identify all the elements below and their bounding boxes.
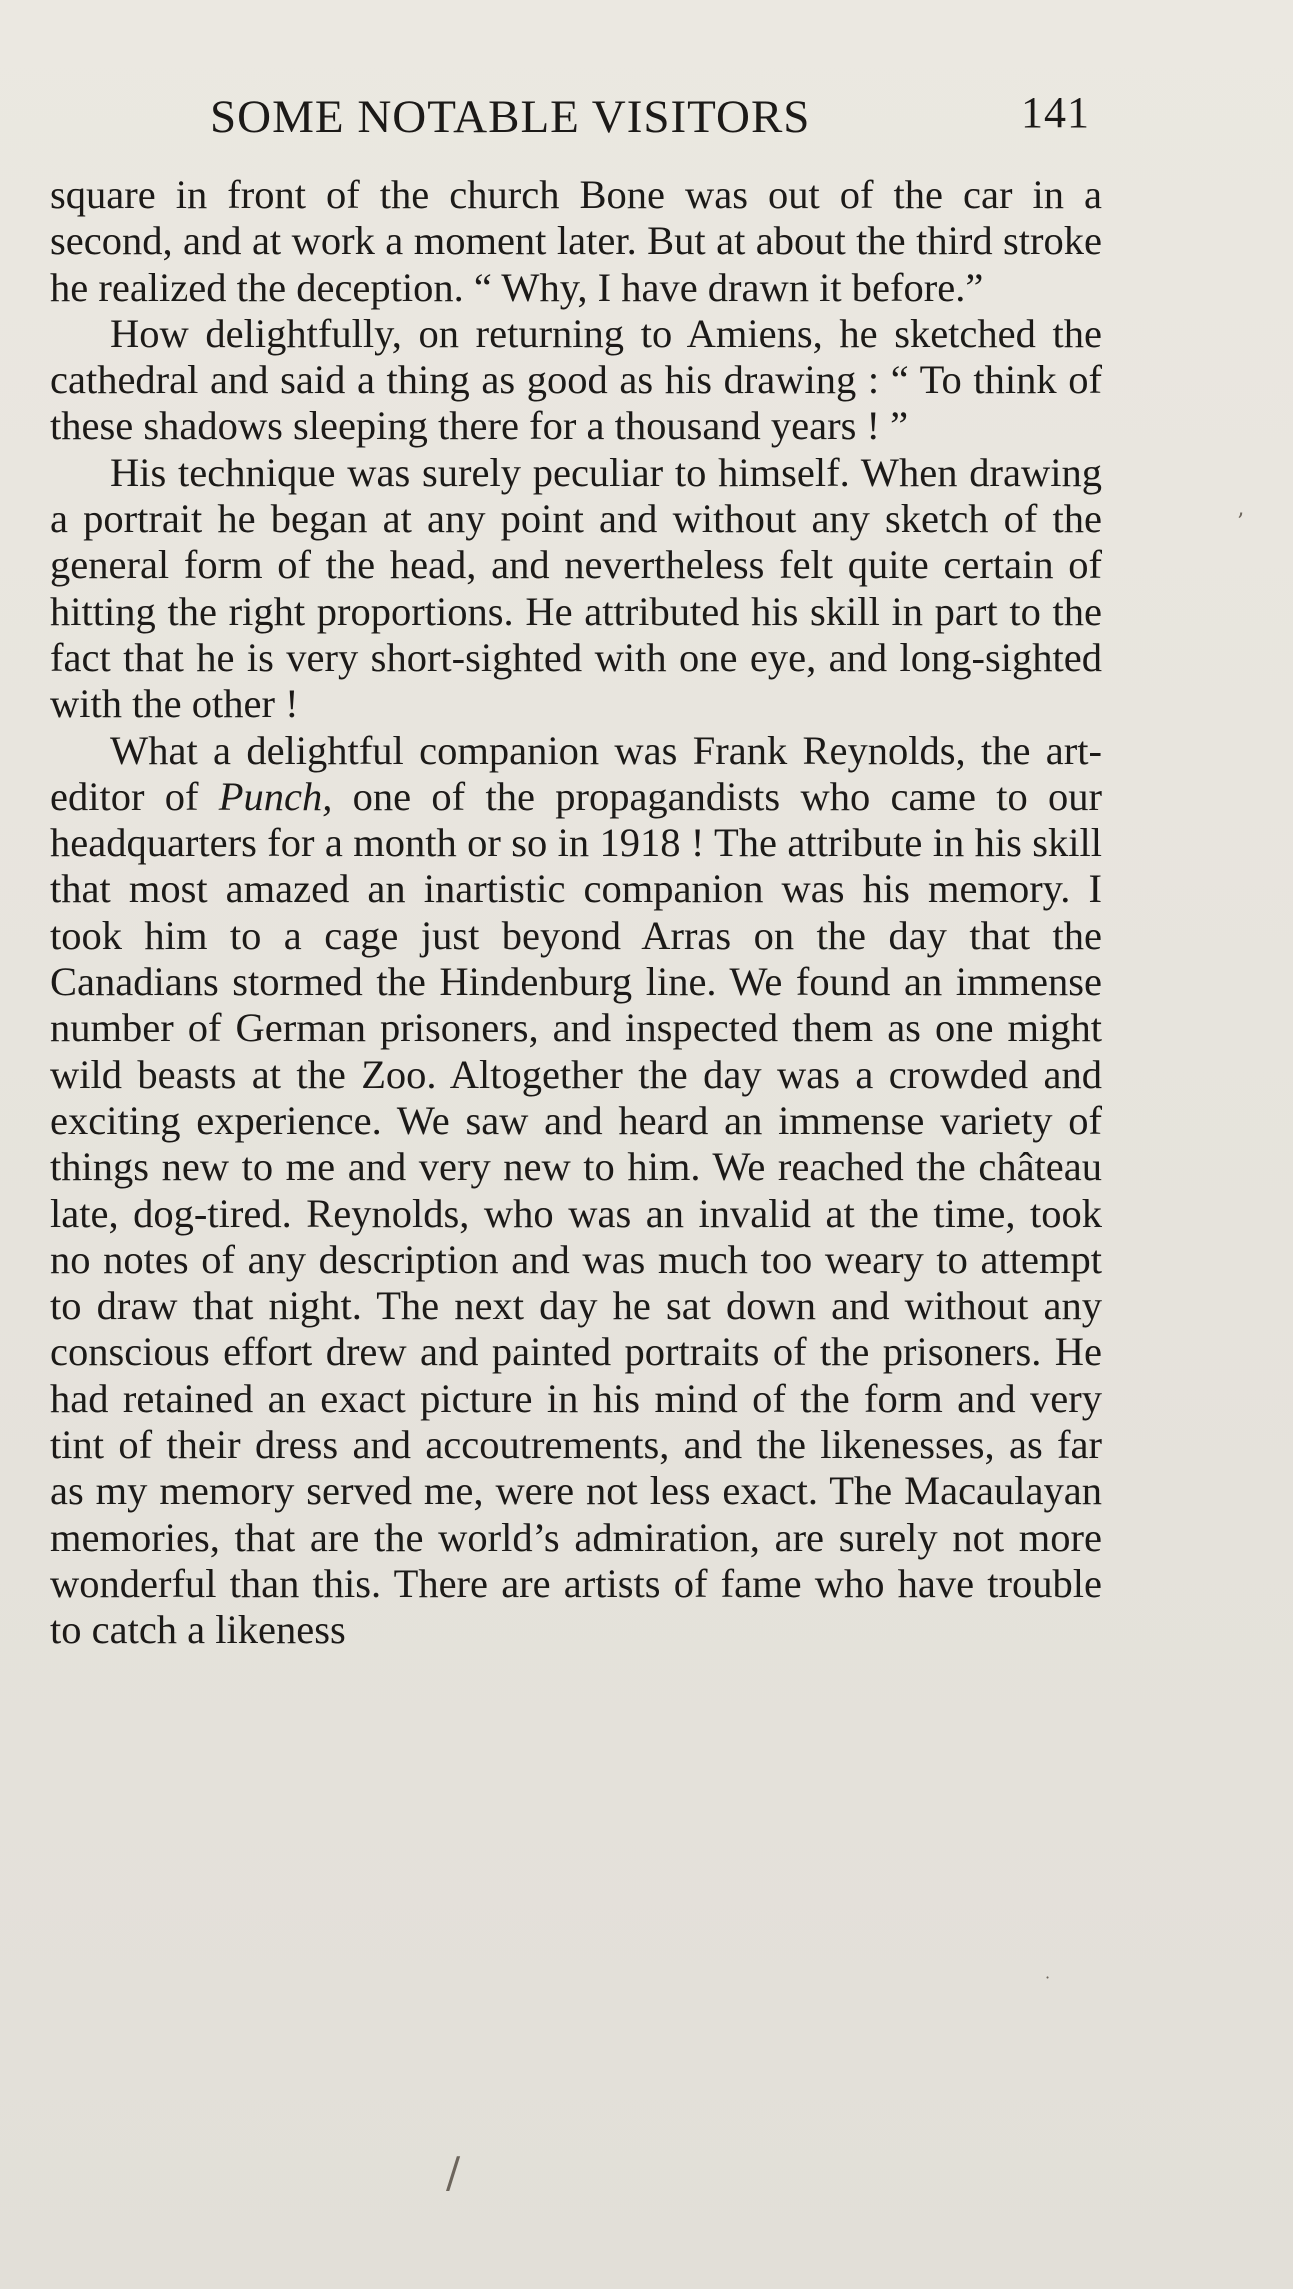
stray-mark-icon: ’ xyxy=(1237,510,1244,535)
paragraph-reynolds xyxy=(50,728,1102,1654)
running-head xyxy=(210,82,1090,152)
running-title: SOME NOTABLE VISITORS xyxy=(210,91,811,143)
stray-dot-icon: · xyxy=(1045,1968,1051,1987)
pencil-mark: / xyxy=(446,2148,461,2197)
paragraph-technique: His technique was surely peculiar to himself. When drawing a portrait he began at any point and without any sketch of the general form of the head, and nevertheless felt quite certain of hitting the right proportions. He attributed his skill in part to the fact that he is very short-sighted with one eye, and long-sighted with the other ! xyxy=(50,449,1102,727)
punch-title: Punch, xyxy=(218,773,333,819)
paragraph-amiens: How delightfully, on returning to Amiens, he sketched the cathedral and said a thing as good as his drawing : “ To think of these shadows sleeping there for a thousand years ! ” xyxy=(50,310,1102,449)
paragraph-continuation: square in front of the church Bone was out of the car in a second, and at work a moment later. But at about the third stroke he realized the deception. “ Why, I have drawn it before.” xyxy=(50,172,1102,310)
paragraph-reynolds-start: What a delightful companion was Frank Reynolds, the art-editor of xyxy=(50,727,1102,819)
body-text xyxy=(50,172,1102,1654)
page-number: 141 xyxy=(1021,88,1090,137)
paragraph-reynolds-rest: one of the propagandists who came to our headquarters for a month or so in 1918 ! The attribute in his skill that most amazed an inartistic companion was his memory. I took him to a cage just beyond Arras on the day that the Canadians stormed the Hindenburg line. We found an immense number of German prisoners, and inspected them as one might wild beasts at the Zoo. Altogether the day was a crowded and exciting experience. We saw and heard an immense variety of things new to me and very new to him. We reached the château late, dog-tired. Reynolds, who was an invalid at the time, took no notes of any description and was much too weary to attempt to draw that night. The next day he sat down and without any conscious effort drew and painted portraits of the prisoners. He had retained an exact picture in his mind of the form and very tint of their dress and accoutrements, and the likenesses, as far as my memory served me, were not less exact. The Macaulayan memories, that are the world’s admiration, are surely not more wonderful than this. There are artists of fame who have trouble to catch a likeness xyxy=(50,773,1102,1653)
